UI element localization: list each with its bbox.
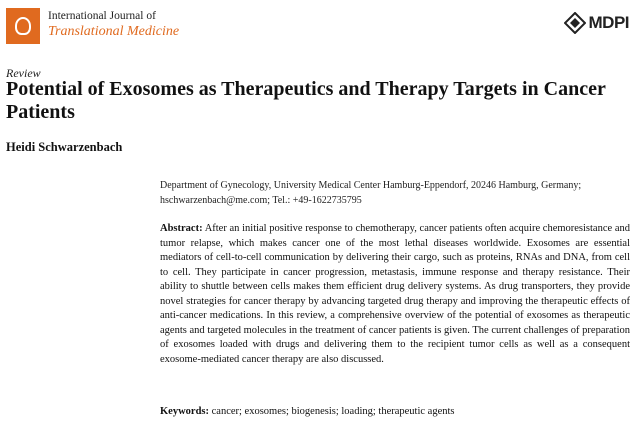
publisher-logo-text: MDPI	[588, 13, 629, 32]
publisher-logo	[564, 10, 630, 36]
journal-subtitle: Translational Medicine	[48, 24, 180, 39]
article-type: Review	[6, 66, 41, 80]
affiliation-contact: hschwarzenbach@me.com; Tel.: +49-1622735795	[160, 195, 362, 206]
keywords-label: Keywords:	[160, 406, 209, 417]
keywords	[160, 406, 630, 417]
author-affiliation	[160, 178, 630, 208]
abstract	[160, 222, 630, 367]
keywords-text: cancer; exosomes; biogenesis; loading; therapeutic agents	[211, 406, 455, 417]
journal-name: International Journal of	[48, 10, 156, 22]
author-name: Heidi Schwarzenbach	[6, 140, 123, 154]
article-title: Potential of Exosomes as Therapeutics and Therapy Targets in Cancer Patients	[6, 78, 606, 123]
journal-logo-icon	[6, 8, 40, 44]
mdpi-mark-icon	[564, 12, 586, 34]
affiliation-line: Department of Gynecology, University Medical Center Hamburg-Eppendorf, 20246 Hamburg, Germany;	[160, 180, 582, 191]
abstract-text: After an initial positive response to chemotherapy, cancer patients often acquire chemoresistance and tumor relapse, which makes cancer one of the most lethal diseases worldwide. Exosomes are essential mediators of cell-to-cell communication by delivering their cargo, such as proteins, RNAs and DNA, from cell to cell. They participate in cancer progression, metastasis, immune response and therapy resistance. Their ability to shuttle between cells makes them efficient drug delivery systems. As drug transporters, they provide novel strategies for cancer therapy by advancing targeted drug therapy and improving the therapeutic effects of anti-cancer medications. In this review, a comprehensive overview of the potential of exosomes as therapeutic agents and targeted molecules in the treatment of cancer patients is given. The current challenges of preparation of exosomes loaded with drugs and delivering them to the recipient tumor cells as well as a consequent exosome-mediated cancer therapy are also discussed.	[160, 223, 630, 365]
abstract-label: Abstract:	[160, 223, 203, 234]
